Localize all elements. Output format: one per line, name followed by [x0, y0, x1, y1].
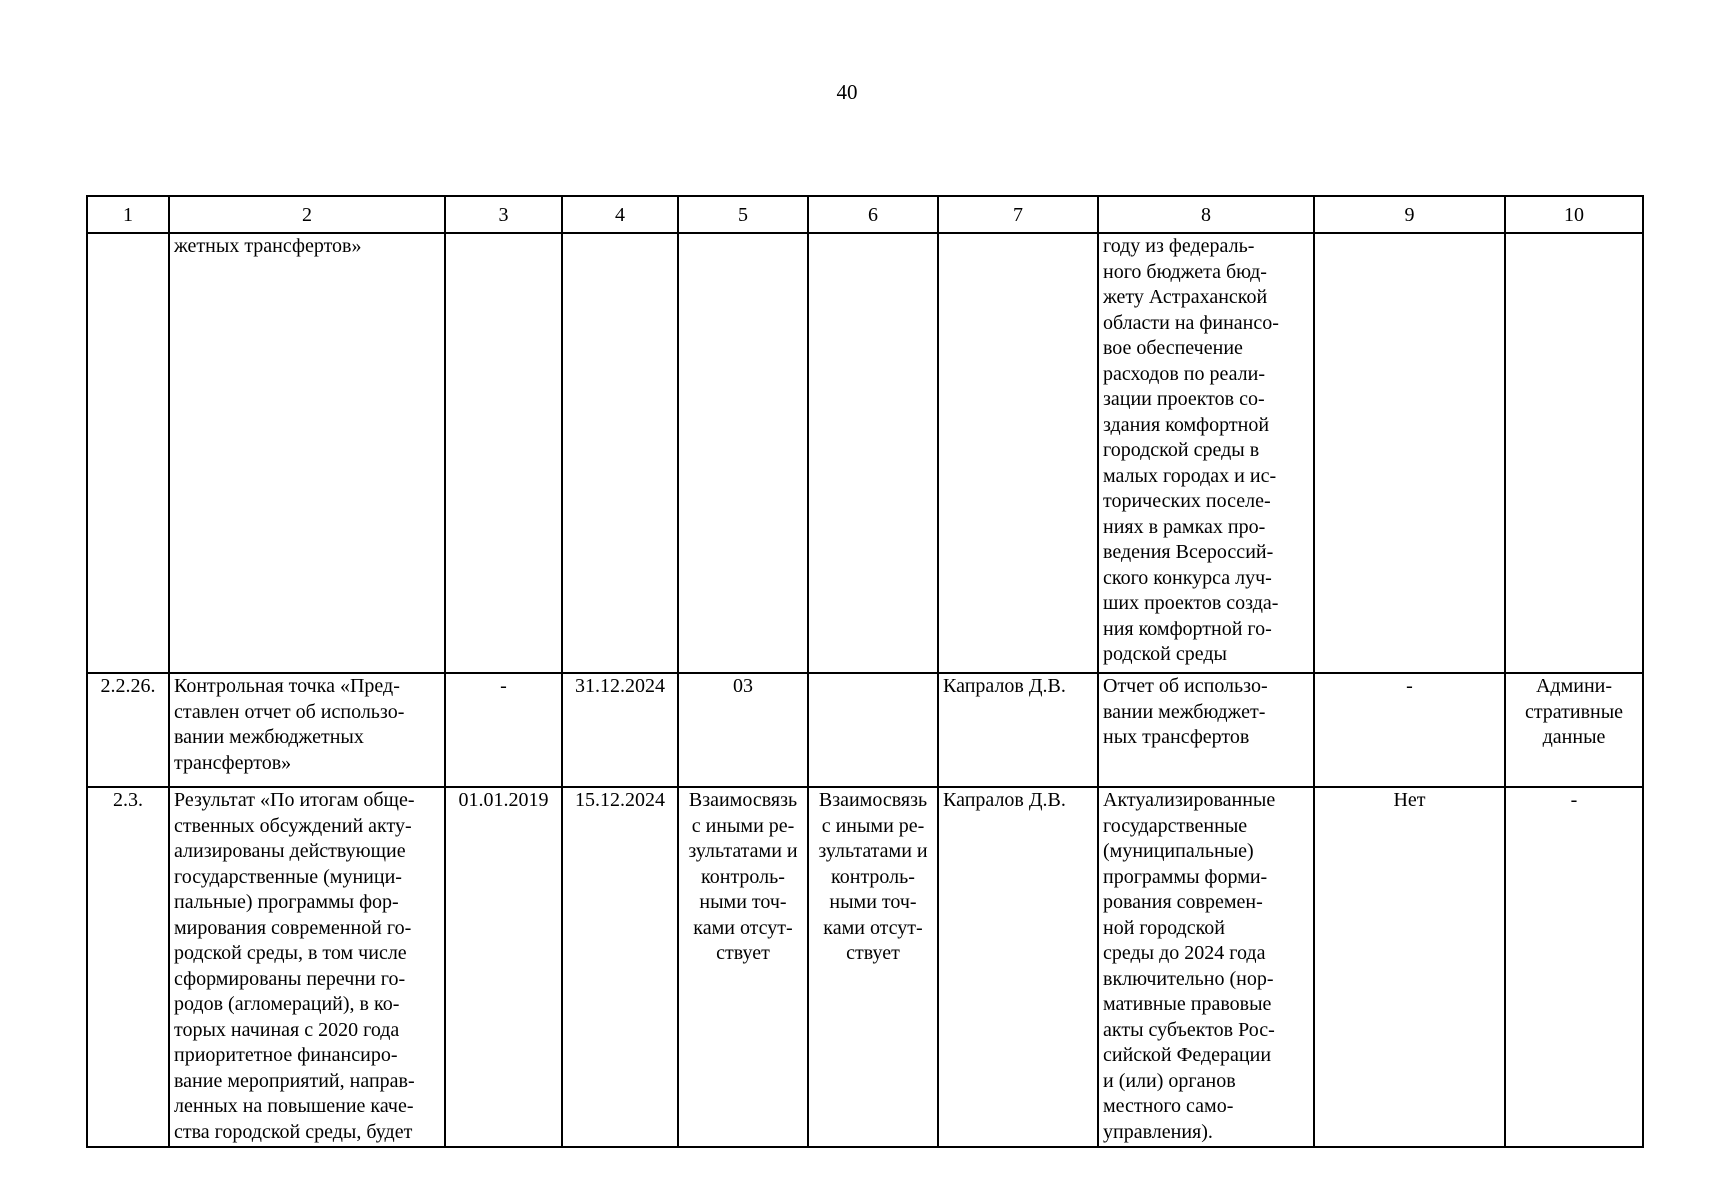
- column-header: 8: [1098, 196, 1314, 233]
- col10-cell: Админи- стративные данные: [1505, 673, 1643, 787]
- start-date-cell: 01.01.2019: [445, 787, 562, 1147]
- column-header: 7: [938, 196, 1098, 233]
- col5-cell: [678, 233, 808, 673]
- description-cell: Отчет об использо- вании межбюджет- ных трансфертов: [1098, 673, 1314, 787]
- item-name-cell: Контрольная точка «Пред- ставлен отчет об использо- вании межбюджетных трансфертов»: [169, 673, 445, 787]
- page-number: 40: [836, 80, 858, 104]
- item-number-cell: 2.2.26.: [87, 673, 169, 787]
- table-row: [87, 673, 1643, 787]
- col5-cell: 03: [678, 673, 808, 787]
- col6-cell: [808, 673, 938, 787]
- column-header: 4: [562, 196, 678, 233]
- item-number-cell: [87, 233, 169, 673]
- col6-cell: [808, 233, 938, 673]
- responsible-cell: [938, 233, 1098, 673]
- end-date-cell: 31.12.2024: [562, 673, 678, 787]
- end-date-cell: 15.12.2024: [562, 787, 678, 1147]
- column-header: 10: [1505, 196, 1643, 233]
- column-header: 6: [808, 196, 938, 233]
- table-row: [87, 787, 1643, 1147]
- col5-cell: Взаимосвязь с иными ре- зультатами и контроль- ными точ- ками отсут- ствует: [678, 787, 808, 1147]
- col9-cell: Нет: [1314, 787, 1505, 1147]
- col9-cell: [1314, 233, 1505, 673]
- description-cell: Актуализированные государственные (муниципальные) программы форми- рования современ- ной городской среды до 2024 года включительно (нор- мативные правовые акты субъектов Рос- сийской Федерации и (или) органов местного само- управления).: [1098, 787, 1314, 1147]
- col6-cell: Взаимосвязь с иными ре- зультатами и контроль- ными точ- ками отсут- ствует: [808, 787, 938, 1147]
- column-header: 3: [445, 196, 562, 233]
- start-date-cell: -: [445, 673, 562, 787]
- column-header: 9: [1314, 196, 1505, 233]
- col9-cell: -: [1314, 673, 1505, 787]
- column-header: 5: [678, 196, 808, 233]
- document-table: [86, 195, 1644, 1148]
- item-name-cell: жетных трансфертов»: [169, 233, 445, 673]
- item-name-cell: Результат «По итогам обще- ственных обсуждений акту- ализированы действующие государственные (муници- пальные) программы фор- мирования современной го- родской среды, в том числе сформированы перечни го- родов (агломераций), в ко- торых начиная с 2020 года приоритетное финансиро- вание мероприятий, направ- ленных на повышение каче- ства городской среды, будет: [169, 787, 445, 1147]
- table-header-row: [87, 196, 1643, 233]
- col10-cell: [1505, 233, 1643, 673]
- start-date-cell: [445, 233, 562, 673]
- item-number-cell: 2.3.: [87, 787, 169, 1147]
- responsible-cell: Капралов Д.В.: [938, 673, 1098, 787]
- table-row: [87, 233, 1643, 673]
- description-cell: году из федераль- ного бюджета бюд- жету Астраханской области на финансо- вое обеспечение расходов по реали- зации проектов со- здания комфортной городской среды в малых городах и ис- торических поселе- ниях в рамках про- ведения Всероссий- ского конкурса луч- ших проектов созда- ния комфортной го- родской среды: [1098, 233, 1314, 673]
- col10-cell: -: [1505, 787, 1643, 1147]
- responsible-cell: Капралов Д.В.: [938, 787, 1098, 1147]
- column-header: 1: [87, 196, 169, 233]
- column-header: 2: [169, 196, 445, 233]
- end-date-cell: [562, 233, 678, 673]
